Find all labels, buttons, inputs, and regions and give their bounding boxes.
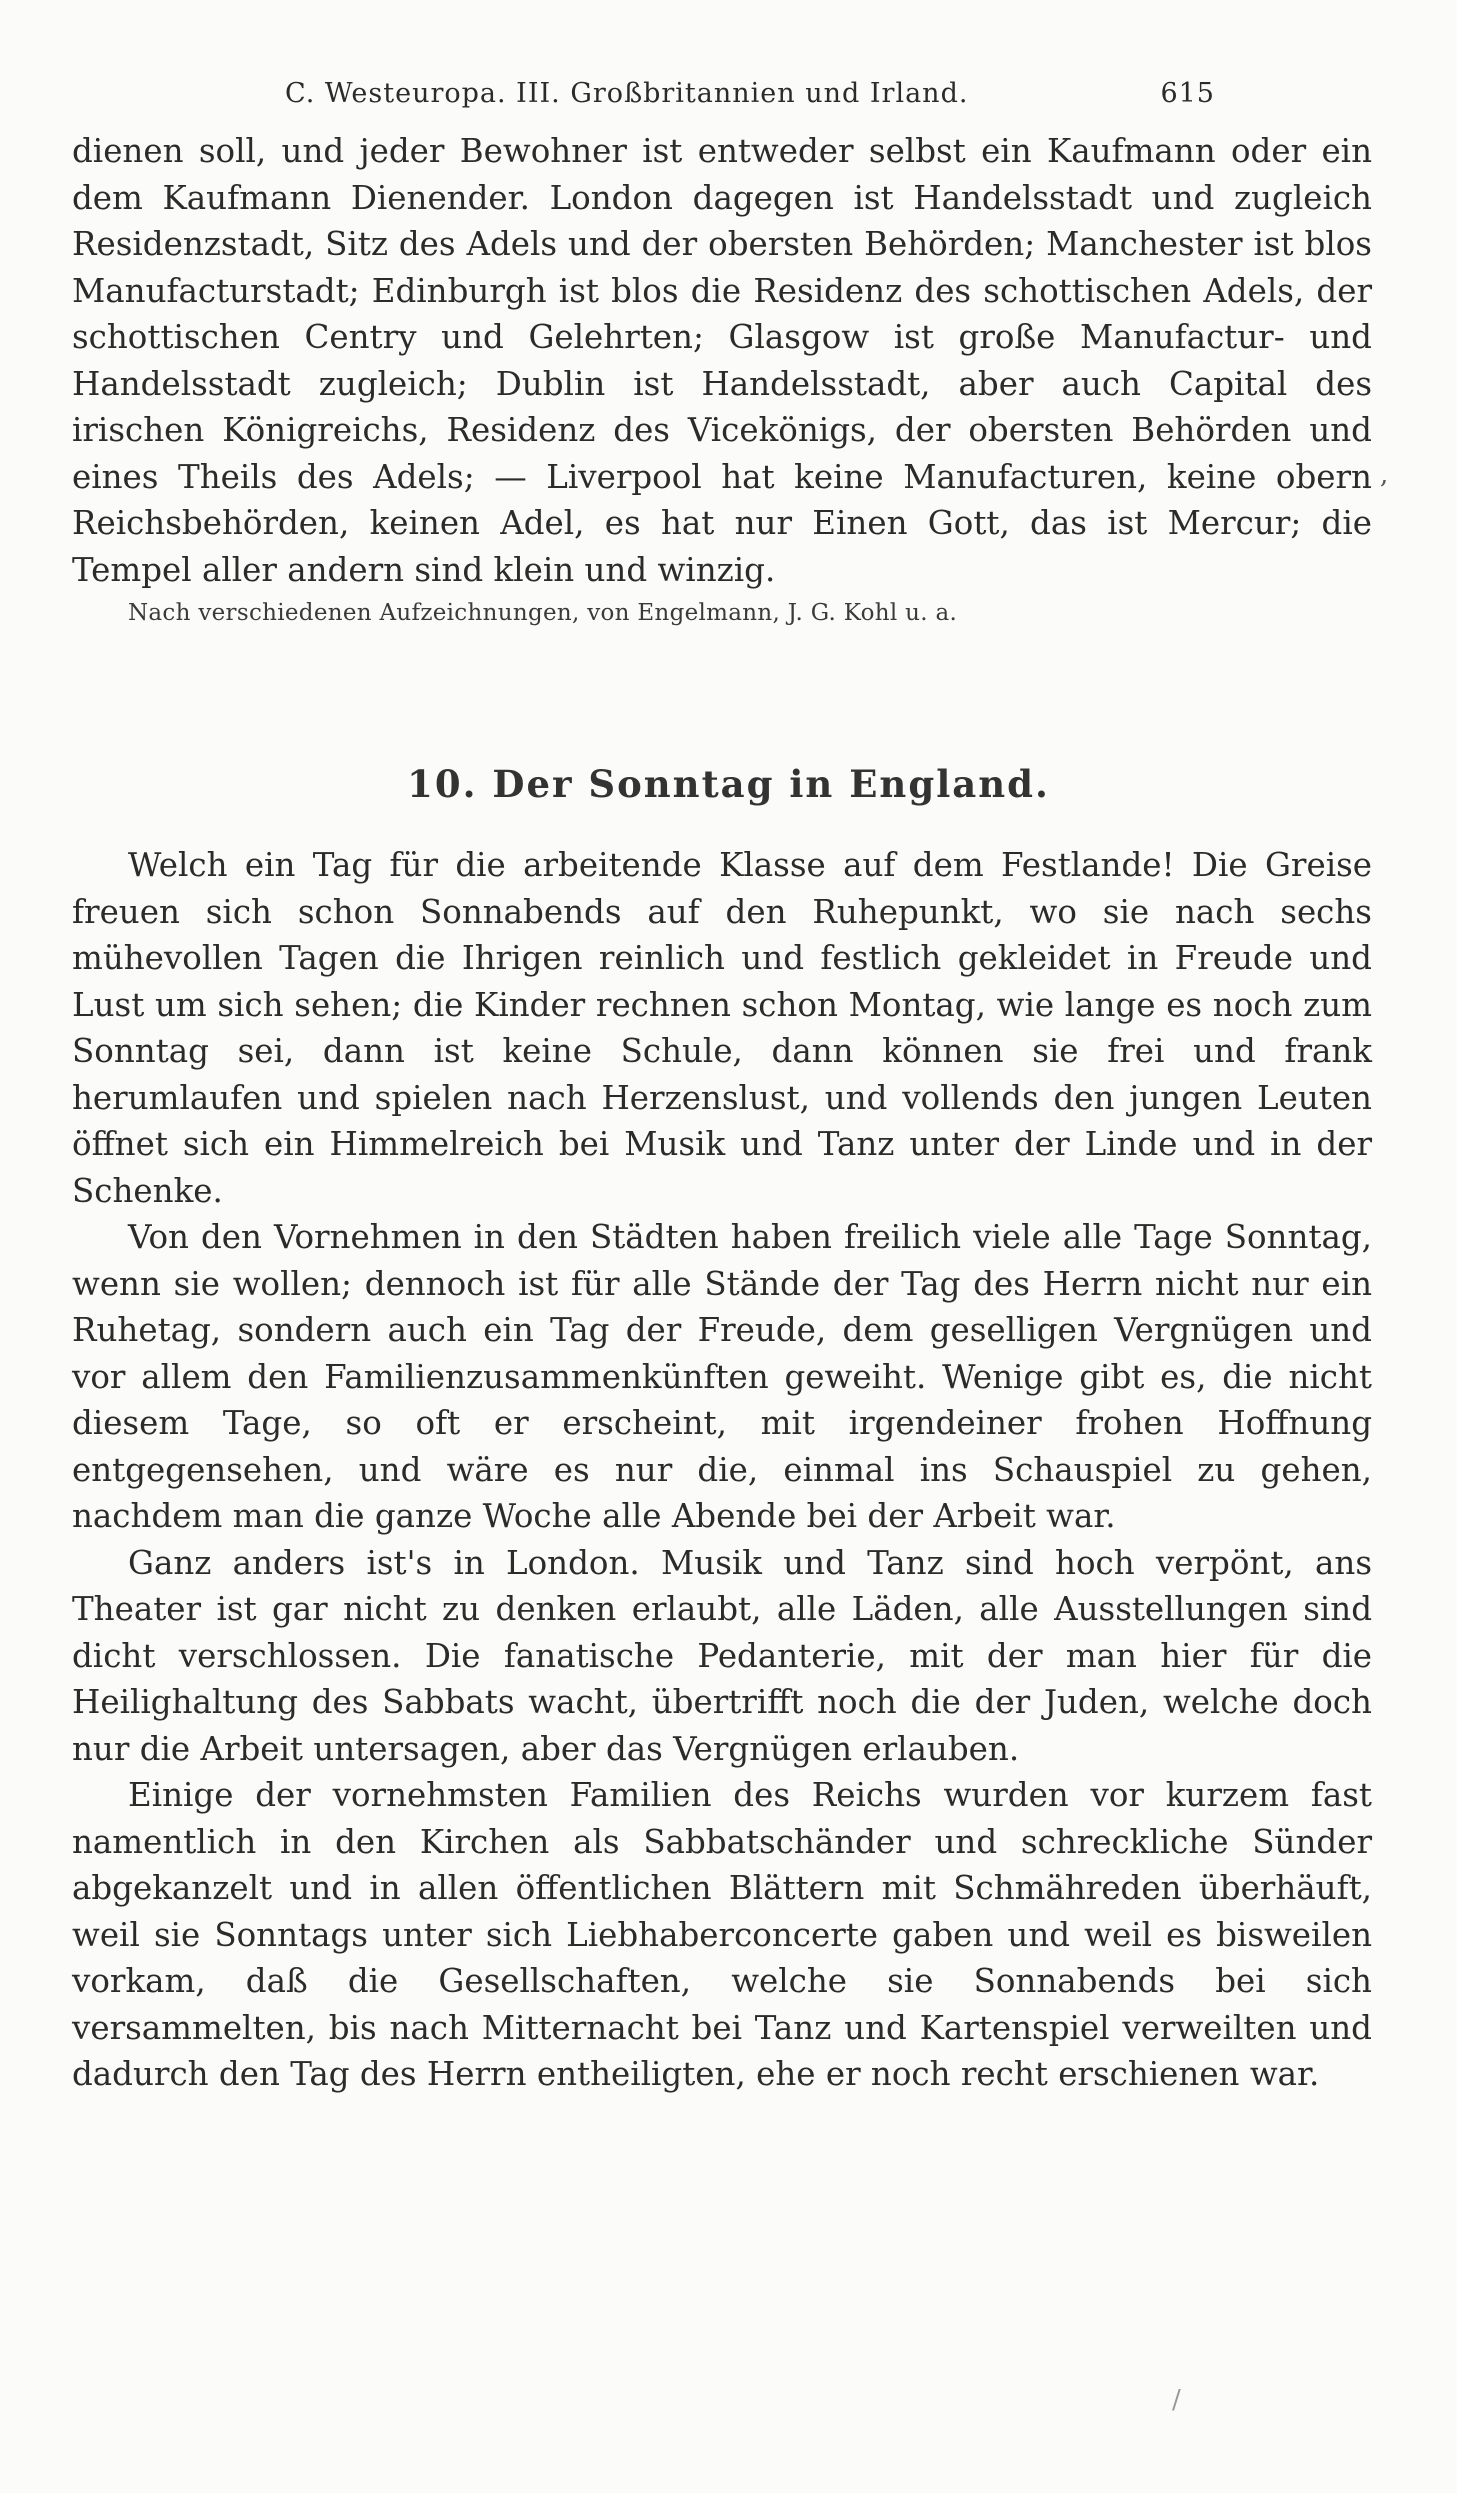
paragraph: Welch ein Tag für die arbeitende Klasse auf dem Festlande! Die Greise freuen sich schon Sonnabends auf den Ruhepunkt, wo sie nach sechs mühevollen Tagen die Ihrigen reinlich und festlich gekleidet in Freude und Lust um sich sehen; die Kinder rechnen schon Montag, wie lange es noch zum Sonntag sei, dann ist keine Schule, dann können sie frei und frank herumlaufen und spielen nach Herzenslust, und vollends den jungen Leuten öffnet sich ein Himmelreich bei Musik und Tanz unter der Linde und in der Schenke. — [72, 846, 1372, 1210]
paragraph: Einige der vornehmsten Familien des Reichs wurden vor kurzem fast namentlich in den Kirchen als Sabbatschänder und schreckliche Sünder abgekanzelt und in allen öffentlichen Blättern mit Schmähreden überhäuft, weil sie Sonntags unter sich Liebhaberconcerte gaben und weil es bisweilen vorkam, daß die Gesellschaften, welche sie Sonnabends bei sich versammelten, bis nach Mitternacht bei Tanz und Kartenspiel verweilten und dadurch den Tag des Herrn entheiligten, ehe er noch recht erschienen war. — [72, 1776, 1372, 2093]
section-body — [72, 842, 1372, 2098]
page-number: 615 — [1160, 78, 1215, 109]
section-heading: 10. Der Sonntag in England. — [407, 762, 1050, 806]
source-note: Nach verschiedenen Aufzeichnungen, von Engelmann, J. G. Kohl u. a. — [128, 600, 958, 626]
margin-mark: , — [1380, 460, 1389, 490]
paragraph: Von den Vornehmen in den Städten haben freilich viele alle Tage Sonntag, wenn sie wollen; dennoch ist für alle Stände der Tag des Herrn nicht nur ein Ruhetag, sondern auch ein Tag der Freude, dem geselligen Vergnügen und vor allem den Familienzusammenkünften geweiht. Wenige gibt es, die nicht diesem Tage, so oft er erscheint, mit irgendeiner frohen Hoffnung entgegensehen, und wäre es nur die, einmal ins Schauspiel zu gehen, nachdem man die ganze Woche alle Abende bei der Arbeit war. — [72, 1218, 1372, 1535]
continued-paragraph: dienen soll, und jeder Bewohner ist entweder selbst ein Kaufmann oder ein dem Kaufmann Dienender. London dagegen ist Handelsstadt und zugleich Residenzstadt, Sitz des Adels und der obersten Behörden; Manchester ist blos Manufacturstadt; Edinburgh ist blos die Residenz des schottischen Adels, der schottischen Centry und Gelehrten; Glasgow ist große Manufactur- und Handelsstadt zugleich; Dublin ist Handelsstadt, aber auch Capital des irischen Königreichs, Residenz des Vicekönigs, der obersten Behörden und eines Theils des Adels; — Liverpool hat keine Manufacturen, keine obern Reichsbehörden, keinen Adel, es hat nur Einen Gott, das ist Mercur; die Tempel aller andern sind klein und winzig. — [72, 132, 1372, 589]
paragraph: Ganz anders ist's in London. Musik und Tanz sind hoch verpönt, ans Theater ist gar nicht zu denken erlaubt, alle Läden, alle Ausstellungen sind dicht verschlossen. Die fanatische Pedanterie, mit der man hier für die Heilighaltung des Sabbats wacht, übertrifft noch die der Juden, welche doch nur die Arbeit untersagen, aber das Vergnügen erlauben. — [72, 1543, 1372, 1768]
running-head — [285, 78, 1215, 118]
running-head-title: C. Westeuropa. III. Großbritannien und Irland. — [285, 78, 969, 109]
stray-mark: / — [1172, 2385, 1181, 2415]
